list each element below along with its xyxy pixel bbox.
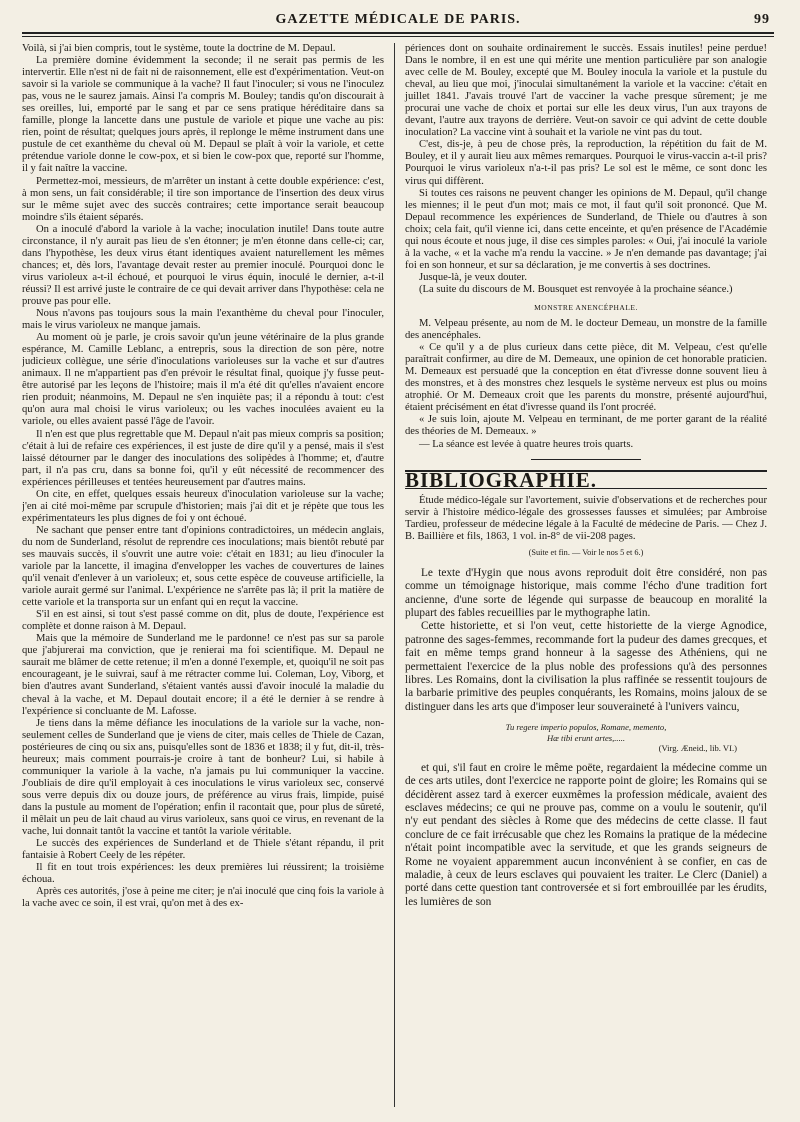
- section-separator: [531, 459, 641, 460]
- columns: [22, 43, 774, 1107]
- paragraph: Voilà, si j'ai bien compris, tout le système, toute la doctrine de M. Depaul.: [22, 43, 336, 54]
- header-rule: [22, 32, 774, 34]
- paragraph: M. Velpeau présente, au nom de M. le docteur Demeau, un monstre de la famille des anencéphales.: [405, 318, 767, 342]
- section-heading-monstre: MONSTRE ANENCÉPHALE.: [534, 302, 638, 312]
- paragraph: Le succès des expériences de Sunderland et de Thiele s'étant répandu, il prit fantaisie à Robert Ceely de les répéter.: [22, 838, 384, 862]
- paragraph: périences dont on souhaite ordinairement le succès. Essais inutiles! peine perdue! Dans le nombre, il en est une qui mérite une mention particulière par son analogie avec celle de M. Bouley, excepté que M. Bouley inocula la variole et la pustule du cheval, au lieu que moi, j'inoculai simultanément la variole et la vaccine: c'était en juillet 1841. J'avais trouvé l'art de vacciner la vache presque sûrement; je me procurai une vache de choix et portai sur elle les deux virus, l'un aux trayons de devant, l'autre aux trayons de derrière. Veut-on savoir ce qui advint de cette double inoculation? La vaccine vint à souhait et la variole ne vint pas du tout.: [405, 43, 767, 139]
- journal-title: GAZETTE MÉDICALE DE PARIS.: [275, 12, 521, 27]
- paragraph: Permettez-moi, messieurs, de m'arrêter un instant à cette double expérience: c'est, à mon sens, un fait considérable; il tire son importance de l'insertion des deux virus sur le même sujet avec des succès contraires; cette importance serait beaucoup moindre s'ils étaient séparés.: [22, 175, 384, 223]
- paragraph: Après ces autorités, j'ose à peine me citer; je n'ai inoculé que cinq fois la variole à la vache avec ce soin, il est vrai, qu'on met à des ex-: [22, 886, 384, 910]
- paragraph: et qui, s'il faut en croire le même poëte, regardaient la médecine comme un de ces arts utiles, dont l'exercice ne rapporte point de gloire; les Romains qui se décidèrent assez tard à exercer euxmêmes la profession médicale, avaient des esclaves médecins; ce qui ne prouve pas, comme on a voulu le soutenir, qu'il n'y eut pendant des siècles à Rome que des médecins de cette classe. Il faut conclure de ce fait irrécusable que chez les Romains la pratique de la médecine n'était point incompatible avec la servitude, et que les grands seigneurs de Rome ne voyaient apparemment aucun inconvénient à se confier, en cas de maladie, à ceux de leurs esclaves qui pouvaient les traiter. Le Clerc (Daniel) a porté dans cette question tant controversée et si fort embrouillée par les érudits, les lumières de son: [405, 761, 767, 908]
- page-header: [22, 10, 774, 30]
- quote-line: Tu regere imperio populos, Romane, memento,: [505, 722, 667, 733]
- paragraph: Il fit en tout trois expériences: les deux premières lui réussirent; la troisième échoua.: [22, 862, 384, 886]
- paragraph: Si toutes ces raisons ne peuvent changer les opinions de M. Depaul, qu'il change les miennes; il le peut d'un mot; mais ce mot, il faut qu'il soit prononcé. Que M. Depaul recommence les expériences de Sunderland, de Thiele ou d'autres à son choix; cela fait, qu'il vienne ici, dans cette enceinte, et qu'en présence de l'Académie qui nous écoute et nous juge, il dise ces simples paroles: « Oui, j'ai inoculé la variole à la vache, « et la vache m'a rendu la vaccine. » Je n'en demande pas davantage; j'ai foi en son honneur, et sur sa déclaration, je me convertis à ses doctrines.: [405, 187, 767, 271]
- paragraph: C'est, dis-je, à peu de chose près, la reproduction, la répétition du fait de M. Bouley, et il y aurait lieu aux mêmes remarques. Pourquoi le virus-vaccin a-t-il pris? Pourquoi le virus varioleux n'a-t-il pas pris? Le sol est le même, ce sont donc les virus qui diffèrent.: [405, 139, 767, 187]
- paragraph: Cette historiette, et si l'on veut, cette historiette de la vierge Agnodice, patronne des sages-femmes, recommande fort la pudeur des dames grecques, et fait en même temps grand honneur à la sagesse des Athéniens, qui ne permettaient l'exercice de la plus noble des professions qu'à des personnes libres. Les Romains, dont la civilisation la plus raffinée se ressentit toujours de la barbarie primitive des peuples conquérants, les Romains, moins jaloux de se distinguer dans les arts que d'imposer leur souveraineté à l'univers vaincu,: [405, 620, 767, 713]
- paragraph: La première domine évidemment la seconde; il ne serait pas permis de les intervertir. Elle n'est ni de fait ni de raisonnement, elle est d'expérimentation. Veut-on savoir si la variole se communique à la vache? Il faut l'inoculer; si vous ne l'inoculez pas, vous ne le saurez jamais. Ainsi l'a compris M. Bouley; tandis qu'on discourait à ses oreilles, lui, emporté par le sang et par ce sens pratique héréditaire dans sa famille, plonge la lancette dans une pustule de variole et pique une vache au pis: rien, point de résultat; quelques jours après, il replonge le même instrument dans une pustule de cet exanthème du cheval où M. Depaul se plaît à voir la variole, et cette prétendue variole donne le cow-pox, et si bien le cow-pox que, reporté sur l'homme, il y fait naître la vaccine.: [22, 55, 384, 175]
- paragraph: Mais que la mémoire de Sunderland me le pardonne! ce n'est pas sur sa parole que j'abjurerai ma conviction, que je renierai ma foi scientifique. M. Depaul ne saurait me blâmer de cette retenue; il m'en a donné l'exemple, et, quoiqu'il ne soit pas encourageant, je le suivrai, sauf à me rétracter comme lui. Coleman, Loy, Viborg, et bien d'autres avant Sunderland, s'étaient vantés aussi d'avoir inoculé la maladie du cheval à la vache, et M. Depaul doutait encore; il a été le dernier à se rendre à l'expérience si concluante de M. Lafosse.: [22, 633, 384, 717]
- left-column: [22, 43, 394, 1107]
- book-reference: Étude médico-légale sur l'avortement, suivie d'observations et de recherches pour servir à l'histoire médico-légale des grossesses fausses et simulées; par Ambroise Tardieu, professeur de médecine légale à la Faculté de médecine de Paris. — Chez J. B. Baillière et fils, 1863, 1 vol. in-8° de vii-208 pages.: [405, 494, 767, 542]
- paragraph: « Ce qu'il y a de plus curieux dans cette pièce, dit M. Velpeau, c'est qu'elle paraîtrait confirmer, au dire de M. Demeaux, une opinion de cet honorable praticien. M. Demeaux est persuadé que la conception en état d'ivresse donne souvent lieu à des monstres, et à des monstres chez lesquels le système nerveux est plus ou moins atrophié. Or M. Demeaux croit que les parents du monstre, présenté aujourd'hui, étaient précisément en état d'ivresse quand ils l'ont procréé.: [405, 342, 767, 414]
- page-number: 99: [754, 12, 770, 27]
- paragraph: Je tiens dans la même défiance les inoculations de la variole sur la vache, non-seulement celles de Sunderland que je viens de citer, mais celles de Thiele de Cazan, postérieures de cinq ou six ans, puisqu'elles sont de 1836 et 1838; il y fut, dit-il, très-heureux; mais comment pourrais-je croire à tant de bonheur? Lui, si habile à communiquer la variole à la vache, n'a jamais pu lui communiquer la vaccine. J'oubliais de dire qu'il employait à ces inoculations le virus varioleux sec, conservé sous verre depuis dix ou douze jours, de préférence au virus frais, limpide, puisé dans la pustule au moment de l'opération; enfin il racontait que, pour plus de sûreté, il mêlait un peu de lait chaud au virus varioleux, sans quoi ce virus, en revenant de la vache, lui donnait tantôt la vaccine et tantôt la variole véritable.: [22, 717, 384, 838]
- quote-line: Hæ tibi erunt artes,.....: [546, 732, 626, 743]
- paragraph: — La séance est levée à quatre heures trois quarts.: [419, 438, 634, 450]
- quote-citation: (Virg. Æneid., lib. VI.): [658, 743, 737, 754]
- paragraph: Jusque-là, je veux douter.: [419, 271, 527, 283]
- paragraph: On a inoculé d'abord la variole à la vache; inoculation inutile! Dans toute autre circonstance, il n'y aurait pas lieu de s'en étonner; je m'en étonne dans celle-ci; car, dans l'hypothèse, les deux virus étant identiques avaient naturellement les mêmes chances; et, dès lors, l'avantage devait rester au premier inoculé. Pourquoi donc le virus varioleux a-t-il échoué, et pourquoi le virus équin, inoculé le dernier, a-t-il réussi? Il est arrivé juste le contraire de ce qui devait arriver dans l'hypothèse: cela ne prouve pas pour elle.: [22, 223, 384, 307]
- bibliographie-body: [405, 567, 767, 909]
- latin-quote: [405, 722, 767, 754]
- paragraph: Au moment où je parle, je crois savoir qu'un jeune vétérinaire de la plus grande espérance, M. Camille Leblanc, a entrepris, sous la direction de son père, notre judicieux collègue, une série d'inoculations varioleuses sur la vache et sur d'autres animaux. Il ne m'appartient pas d'en prévoir le résultat final, quoique j'y fusse peut-être autorisé par les leçons de l'histoire; mais il m'a été dit qu'elles n'avaient encore rien produit; néanmoins, M. Depaul ne s'en inquiète pas; il a répondu à tout: c'est qu'on aura mal choisi le virus varioleux; ou les vaches inoculées avaient eu la variole, ou elles avaient passé l'âge de l'avoir.: [22, 332, 384, 428]
- paragraph: Ne sachant que penser entre tant d'opinions contradictoires, un médecin anglais, du nom de Sunderland, résolut de reprendre ces inoculations; mais bientôt rebuté par ses mauvais succès, il s'ouvrit une autre voie: c'était en 1831; au lieu d'inoculer la variole par la lancette, il imagina d'envelopper les vaches de couvertures de laines qu'il venait d'enlever à un varioleux; et, sous cette espèce de couveuse artificielle, la variole aurait germé sur l'animal. L'expérience ne s'arrête pas là; il prit la matière de cette variole et la transporta sur un enfant qui en reçut la vaccine.: [22, 524, 384, 609]
- paragraph: S'il en est ainsi, si tout s'est passé comme on dit, plus de doute, l'expérience est complète et donne raison à M. Depaul.: [22, 609, 384, 633]
- paragraph: Le texte d'Hygin que nous avons reproduit doit être considéré, non pas comme un témoignage historique, mais comme l'écho d'une tradition fort ancienne, d'une sorte de légende qui surpasse de beaucoup en moralité la plupart des fables recueillies par le mythographe latin.: [405, 566, 767, 620]
- paragraph: « Je suis loin, ajoute M. Velpeau en terminant, de me porter garant de la réalité des théories de M. Demeaux. »: [405, 414, 767, 438]
- paragraph: On cite, en effet, quelques essais heureux d'inoculation varioleuse sur la vache; j'en ai cité moi-même par scrupule d'historien; mais j'ai dit et je répète que tous les expérimentateurs les plus dignes de foi y ont échoué.: [22, 488, 384, 524]
- header-rule-thin: [22, 36, 774, 37]
- right-column: [395, 43, 767, 1107]
- bibliographie-heading: BIBLIOGRAPHIE.: [405, 467, 597, 492]
- bibliographie-banner: [405, 467, 767, 492]
- paragraph: Il n'en est que plus regrettable que M. Depaul n'ait pas mieux compris sa position; c'était à lui de refaire ces expériences, il est juste de dire qu'il y a pensé, mais il s'est laissé détourner par le danger des inoculations des solipèdes à l'homme; et, d'autre part, il n'a pas cru, dans sa bonne foi, qu'il y eût nécessité de recommencer des expériences périlleuses et tentées heureusement par d'autres mains.: [22, 428, 384, 488]
- paragraph: Nous n'avons pas toujours sous la main l'exanthème du cheval pour l'inoculer, mais le virus varioleux ne manque jamais.: [22, 308, 384, 332]
- paragraph: (La suite du discours de M. Bousquet est renvoyée à la prochaine séance.): [419, 283, 733, 295]
- continuation-note: (Suite et fin. — Voir le nos 5 et 6.): [528, 547, 644, 557]
